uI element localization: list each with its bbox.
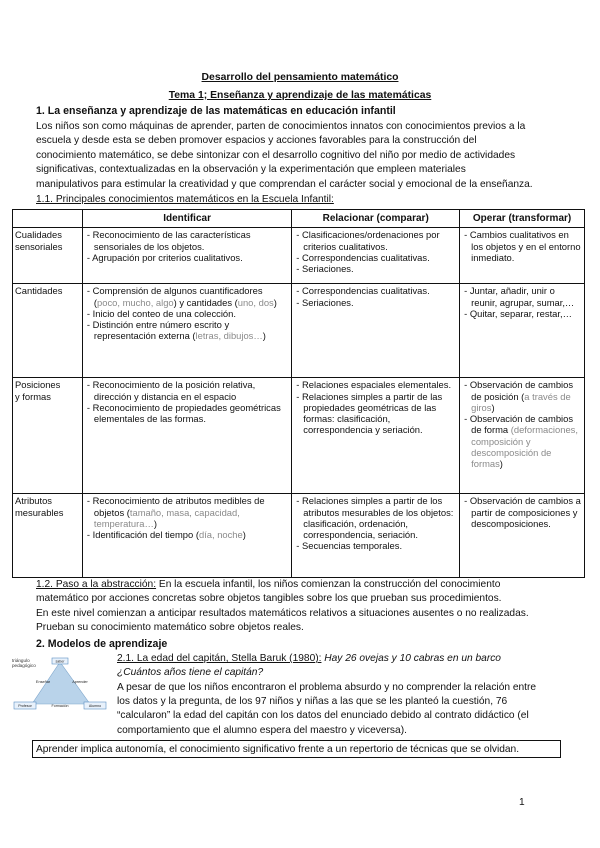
cell-bullet xyxy=(294,540,457,551)
cell-bullet xyxy=(85,402,289,425)
cell-text: - Reconocimiento de las características sensoriales de los objetos. xyxy=(86,229,251,252)
subsection-1-1-heading: 1.1. Principales conocimientos matemáticos en la Escuela Infantil: xyxy=(36,194,334,205)
doc-title: Desarrollo del pensamiento matemático xyxy=(201,72,399,83)
example-text: poco, mucho, algo xyxy=(97,296,174,308)
cell-bullet xyxy=(294,379,457,390)
cell-text: - Identificación del tiempo ( xyxy=(86,529,199,541)
paragraph-line: manipulativos para estimular la creatividad y que comprendan el carácter social y emocional de la enseñanza. xyxy=(36,178,533,190)
node-alumno-label: Alumno xyxy=(88,704,102,708)
cell-text: - Correspondencias cualitativas. xyxy=(296,251,430,263)
example-text: (deformaciones, composición y descomposición de formas xyxy=(471,424,578,470)
cell-bullet xyxy=(294,285,457,296)
table-row xyxy=(13,378,585,494)
cell-text: - Relaciones simples a partir de las propiedades geométricas de las formas: clasificación, correspondencia y seriación. xyxy=(296,390,443,436)
row-label xyxy=(13,228,83,284)
section-1-heading: 1. La enseñanza y aprendizaje de las matemáticas en educación infantil xyxy=(36,105,396,117)
cell-text: - Inicio del conteo de una colección. xyxy=(86,307,236,319)
cell-text: - Reconocimiento de la posición relativa, dirección y distancia en el espacio xyxy=(86,379,256,402)
table-cell-relacionar xyxy=(292,378,460,494)
table-cell-operar xyxy=(460,494,585,578)
cell-text: - Reconocimiento de atributos medibles de objetos ( xyxy=(86,495,265,518)
table-cell-relacionar xyxy=(292,228,460,284)
cell-text: - Cambios cualitativos en los objetos y en el entorno inmediato. xyxy=(464,229,581,263)
cell-bullet xyxy=(85,319,289,342)
table-row xyxy=(13,494,585,578)
row-label xyxy=(13,284,83,378)
row-label-line: y formas xyxy=(15,390,51,402)
cell-text: - Seriaciones. xyxy=(296,296,354,308)
diagram-title-2: pedagógico xyxy=(12,663,36,668)
cell-bullet xyxy=(462,308,582,319)
section-2-1-question-1: Hay 26 ovejas y 10 cabras en un barco xyxy=(321,653,501,664)
section-2-1-question-2: ¿Cuántos años tiene el capitán? xyxy=(117,667,264,679)
cell-text: - Juntar, añadir, unir o reunir, agrupar, sumar,… xyxy=(464,285,575,308)
node-profesor-label: Profesor xyxy=(18,704,32,708)
table-cell-identificar xyxy=(82,494,291,578)
paragraph-line: significativas, contextualizadas en la observación y la experimentación que empleen materiales xyxy=(36,164,466,176)
row-label-line: Posiciones xyxy=(15,379,61,391)
cell-text: - Reconocimiento de propiedades geométricas elementales de las formas. xyxy=(86,401,281,425)
paragraph-line: conocimiento matemático, se debe sintonizar con el desarrollo cognitivo del niño por medio de actividades xyxy=(36,149,516,161)
cell-bullet xyxy=(85,308,289,319)
row-label-line: Atributos xyxy=(15,495,52,507)
cell-bullet xyxy=(462,413,582,469)
section-1-2-heading: 1.2. Paso a la abstracción: xyxy=(36,579,157,590)
table-header-operar: Operar (transformar) xyxy=(460,210,585,228)
cell-bullet xyxy=(294,391,457,436)
section-1-paragraph xyxy=(36,120,596,192)
paragraph-line: escuela y desde esta se deben promover espacios y acciones favorables para la construcción del xyxy=(36,135,477,147)
row-label-line: sensoriales xyxy=(15,240,63,252)
boxed-note: Aprender implica autonomía, el conocimiento significativo frente a un repertorio de técnicas que se olvidan. xyxy=(32,740,561,758)
paragraph-line: los datos y la pregunta, de los 97 niños y niñas a las que se les planteó la cuestión, 76 xyxy=(117,696,508,707)
table-cell-relacionar xyxy=(292,284,460,378)
row-label xyxy=(13,378,83,494)
section-2-1-heading: 2.1. La edad del capitán, Stella Baruk (1980): xyxy=(117,653,322,664)
cell-bullet xyxy=(294,229,457,252)
cell-bullet xyxy=(85,285,289,308)
cell-text: ) xyxy=(499,458,503,470)
table-cell-identificar xyxy=(82,378,291,494)
table-row xyxy=(13,228,585,284)
paragraph-line: A pesar de que los niños encontraron el problema absurdo y no comprender la relación entre xyxy=(117,681,537,693)
cell-text: - Distinción entre número escrito y representación externa ( xyxy=(86,319,230,342)
cell-bullet xyxy=(294,263,457,274)
cell-bullet xyxy=(462,495,582,529)
cell-bullet xyxy=(462,229,582,263)
pedagogical-triangle-diagram xyxy=(10,656,111,712)
paragraph-line: comportamiento que el alumno espera del maestro y viceversa). xyxy=(117,724,407,736)
row-label-line: Cualidades xyxy=(15,229,62,241)
cell-text: - Observación de cambios de forma xyxy=(464,413,574,436)
edge-ensenar-label: Enseñar xyxy=(35,680,51,684)
table-header-row xyxy=(13,210,585,228)
cell-text: - Observación de cambios a partir de composiciones y descomposiciones. xyxy=(464,495,581,529)
example-text: a través de giros xyxy=(471,390,571,413)
cell-text: - Agrupación por criterios cualitativos. xyxy=(86,251,243,263)
section-2-heading: 2. Modelos de aprendizaje xyxy=(36,638,168,650)
cell-bullet xyxy=(462,285,582,308)
row-label-line: mesurables xyxy=(15,506,64,518)
table-cell-operar xyxy=(460,284,585,378)
paragraph-line: Los niños son como máquinas de aprender, parten de conocimientos innatos con conocimientos previos a la xyxy=(36,121,526,132)
table-cell-identificar xyxy=(82,284,291,378)
cell-text: ) xyxy=(153,517,157,529)
cell-bullet xyxy=(294,252,457,263)
knowledge-table xyxy=(12,209,585,578)
table-cell-identificar xyxy=(82,228,291,284)
table-row xyxy=(13,284,585,378)
table-header-empty xyxy=(13,210,83,228)
cell-text: ) xyxy=(242,529,246,541)
cell-bullet xyxy=(294,495,457,540)
cell-text: - Clasificaciones/ordenaciones por criterios cualitativos. xyxy=(296,229,440,252)
table-header-relacionar: Relacionar (comparar) xyxy=(292,210,460,228)
row-label-line: Cantidades xyxy=(15,285,63,297)
cell-text: - Seriaciones. xyxy=(296,263,354,275)
cell-bullet xyxy=(85,229,289,252)
section-1-2-text: En la escuela infantil, los niños comienzan la construcción del conocimiento xyxy=(156,579,501,590)
node-saber-label: saber xyxy=(55,659,65,664)
table-cell-operar xyxy=(460,228,585,284)
table-cell-relacionar xyxy=(292,494,460,578)
example-text: día, noche xyxy=(198,529,243,541)
example-text: tamaño, masa, capacidad, temperatura… xyxy=(93,506,240,529)
table-cell-operar xyxy=(460,378,585,494)
paragraph-line: “calcularon” la edad del capitán con los datos del enunciado debido al contrato didáctico (el xyxy=(117,710,529,722)
cell-bullet xyxy=(85,379,289,402)
page-number: 1 xyxy=(519,797,525,808)
cell-text: ) xyxy=(273,296,277,308)
cell-text: - Observación de cambios de posición ( xyxy=(464,379,574,402)
section-2-1-paragraph xyxy=(117,695,597,738)
section-2-1-line xyxy=(117,652,597,666)
cell-bullet xyxy=(462,379,582,413)
paragraph-line: En este nivel comienzan a anticipar resultados matemáticos relativos a situaciones ausentes o no realizadas. xyxy=(36,607,529,619)
cell-text: - Comprensión de algunos cuantificadores ( xyxy=(86,285,263,308)
cell-bullet xyxy=(294,297,457,308)
cell-text: ) y cantidades ( xyxy=(173,296,238,308)
cell-text: - Relaciones espaciales elementales. xyxy=(296,379,452,391)
section-1-2 xyxy=(36,578,596,636)
cell-text: ) xyxy=(262,330,266,342)
example-text: uno, dos xyxy=(237,296,274,308)
table-header-identificar: Identificar xyxy=(82,210,291,228)
edge-formacion-label: Formación xyxy=(51,704,69,708)
section-1-2-line xyxy=(36,578,596,592)
paragraph-line: Prueban su conocimiento matemático sobre objetos reales. xyxy=(36,622,304,634)
cell-text: - Secuencias temporales. xyxy=(296,540,403,552)
cell-text: - Relaciones simples a partir de los atributos mesurables de los objetos: clasificación, ordenación, correspondencia, seriación. xyxy=(296,495,454,541)
cell-bullet xyxy=(85,495,289,529)
diagram-title-1: triángulo xyxy=(12,658,30,663)
cell-bullet xyxy=(85,529,289,540)
edge-aprender-label: Aprender xyxy=(72,680,88,684)
topic-title: Tema 1; Enseñanza y aprendizaje de las matemáticas xyxy=(168,90,432,101)
section-2-1 xyxy=(117,652,597,695)
paragraph-line: matemático por acciones concretas sobre objetos tangibles sobre los que prueban sus procedimientos. xyxy=(36,593,502,605)
row-label xyxy=(13,494,83,578)
example-text: letras, dibujos… xyxy=(195,330,263,342)
cell-text: - Correspondencias cualitativas. xyxy=(296,285,430,297)
cell-text: ) xyxy=(491,401,495,413)
cell-text: - Quitar, separar, restar,… xyxy=(464,307,572,319)
cell-bullet xyxy=(85,252,289,263)
